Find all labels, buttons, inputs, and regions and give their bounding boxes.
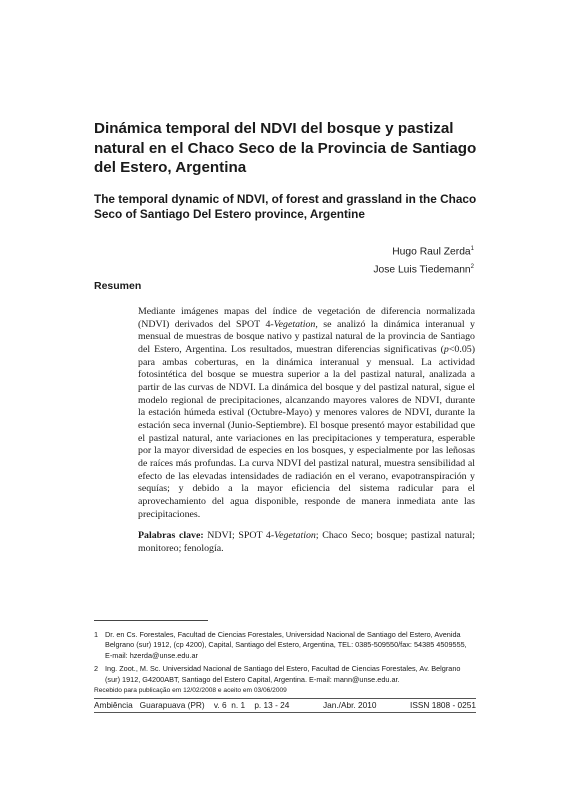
journal-info: Ambiência Guarapuava (PR) v. 6 n. 1 p. 13 - 24 xyxy=(94,700,290,710)
footnote-mark: 2 xyxy=(470,263,474,270)
received-date-note: Recebido para publicação em 12/02/2008 e aceito em 03/06/2009 xyxy=(94,687,287,694)
abstract-text: , se analizó la dinámica interanual y mensual de muestras de bosque nativo y pastizal natural de la provincia de Santiago del Estero, Argentina. Los resultados, muestran diferencias significativas ( xyxy=(138,318,475,355)
footnote-mark: 1 xyxy=(470,246,474,252)
article-title-english: The temporal dynamic of NDVI, of forest and grassland in the Chaco Seco of Santiago Del Estero province, Argentine xyxy=(94,192,477,221)
journal-citation-line xyxy=(94,700,476,710)
keywords-text: NDVI; SPOT 4- xyxy=(203,530,275,542)
section-heading-resumen: Resumen xyxy=(94,280,142,292)
keywords-text: ; Chaco Seco; bosque; pastizal natural; monitoreo; fenología. xyxy=(138,530,476,554)
author-name: Hugo Raul Zerda xyxy=(392,246,471,258)
abstract xyxy=(138,306,475,555)
issn: ISSN 1808 - 0251 xyxy=(410,700,476,710)
footnote-text: Dr. en Cs. Forestales, Facultad de Ciencias Forestales, Universidad Nacional de Santiago del Estero, Avenida Belgrano (sur) 1912, (cp 4200), Capital, Santiago del Estero, Argentina, TEL: 0385-509550/fax: 54385 4509555, E-mail: hzerda@unse.edu.ar xyxy=(105,630,467,660)
keywords xyxy=(138,530,475,555)
abstract-text: <0.05) para ambas coberturas, en la dinámica interanual y mensual. La actividad fotosintética del bosque se muestra superior a la del pastizal natural, analizada a partir de las curvas de NDVI. La dinámica del bosque y del pastizal natural, sigue el modelo regional de precipitaciones, alcanzando mayores valores de NDVI, durante la estación húmeda estival (Octubre-Mayo) y menores valores de NDVI, durante la estación seca invernal (Junio-Septiembre). El bosque presentó mayor estabilidad que el pastizal natural, ante variaciones en las precipitaciones y temperatura, esperable por la mayor diversidad de especies en los bosques, y especialmente por las leñosas de raíces más profundas. La curva NDVI del pastizal natural, muestra sensibilidad al efecto de las elevadas intensidades de radiación en el verano, evapotranspiración y sequías; y debido a la mayor eficiencia del sistema radicular para el aprovechamiento del agua disponible, responde de manera inmediata ante las precipitaciones. xyxy=(138,343,475,520)
abstract-paragraph xyxy=(138,306,475,521)
footnote-2 xyxy=(94,664,476,685)
footnote-1 xyxy=(94,630,476,661)
keywords-label: Palabras clave: xyxy=(138,530,204,542)
footnote-text: Ing. Zoot., M. Sc. Universidad Nacional de Santiago del Estero, Facultad de Ciencias Forestales, Av. Belgrano (sur) 1912, G4200ABT, Santiago del Estero Capital, Argentina. E-mail: mann@unse.edu.ar. xyxy=(105,664,461,684)
author-1 xyxy=(373,242,474,260)
journal-line-top-rule xyxy=(94,698,476,699)
abstract-italic-term: p xyxy=(443,343,449,355)
footnote-divider xyxy=(94,620,208,621)
author-2 xyxy=(373,260,474,278)
keywords-italic-term: Vegetation xyxy=(274,530,316,542)
author-list xyxy=(373,242,474,278)
footnote-number: 1 xyxy=(94,630,99,639)
footnotes xyxy=(94,630,476,688)
abstract-italic-term: Vegetation xyxy=(273,318,316,330)
footnote-number: 2 xyxy=(94,664,99,674)
article-title-spanish: Dinámica temporal del NDVI del bosque y pastizal natural en el Chaco Seco de la Provincia de Santiago del Estero, Argentina xyxy=(94,120,477,176)
journal-line-bottom-rule xyxy=(94,712,476,713)
author-name: Jose Luis Tiedemann xyxy=(373,264,471,276)
abstract-text: Mediante imágenes mapas del índice de vegetación de diferencia normalizada (NDVI) derivados del SPOT 4- xyxy=(138,306,475,330)
issue-date: Jan./Abr. 2010 xyxy=(322,700,377,710)
